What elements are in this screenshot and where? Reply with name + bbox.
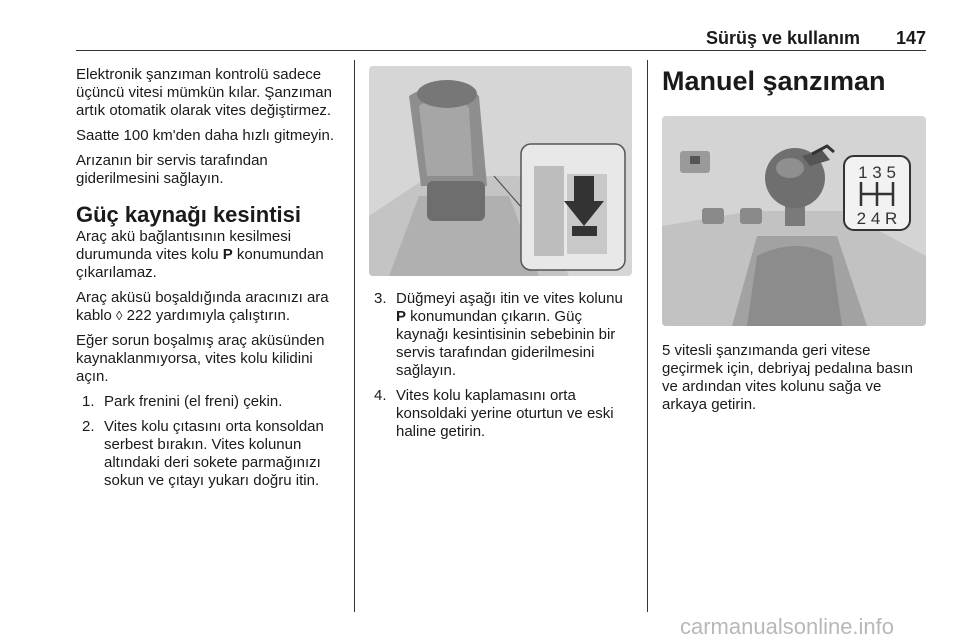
header-rule: [76, 50, 926, 51]
column-3: [662, 66, 928, 96]
paragraph-reverse-gear: 5 vitesli şanzımanda geri vitese geçirmek için, debriyaj pedalına basın ve ardından vites kolunu sağa ve arkaya getirin.: [662, 342, 913, 413]
figure-manual-shift-lever: [662, 116, 926, 326]
gear-p-label: P: [396, 308, 407, 325]
steps-list-2: [374, 290, 636, 441]
column-2: [374, 290, 636, 448]
paragraph-unlock: Eğer sorun boşalmış araç aküsünden kaynaklanmıyorsa, vites kolu kilidini açın.: [76, 332, 325, 385]
paragraph-service: Arızanın bir servis tarafından giderilmesini sağlayın.: [76, 152, 268, 187]
paragraph-jump-start: Araç aküsü boşaldığında aracınızı ara kablo ◊ 222 yardımıyla çalıştırın.: [76, 289, 329, 324]
manual-lever-illustration: [662, 116, 926, 326]
gear-pattern-top-label: 1 3 5: [858, 163, 896, 182]
list-item: 1. Park frenini (el freni) çekin.: [82, 393, 283, 410]
list-item: 3. Düğmeyi aşağı itin ve vites kolunu P konumundan çıkarın. Güç kaynağı kesintisinin sebebinin bir servis tarafından giderilmesini sağlayın.: [374, 290, 623, 379]
page-number: 147: [895, 28, 926, 48]
page-reference-icon: ◊: [116, 308, 123, 323]
figure-automatic-shift-lever: [369, 66, 632, 276]
gear-pattern-bottom-label: 2 4 R: [856, 209, 898, 228]
paragraph-speed-limit: Saatte 100 km'den daha hızlı gitmeyin.: [76, 127, 335, 144]
section-heading-power-failure: Güç kaynağı kesintisi: [76, 202, 301, 227]
paragraph-third-gear: Elektronik şanzıman kontrolü sadece üçüncü vitesi mümkün kılar. Şanzıman artık otomatik olarak vites değiştirmez.: [76, 66, 332, 119]
list-item: 2. Vites kolu çıtasını orta konsoldan serbest bırakın. Vites kolunun altındaki deri sokete parmağınızı sokun ve çıtayı yukarı doğru itin.: [82, 418, 324, 489]
paragraph-battery-disconnect: Araç akü bağlantısının kesilmesi durumunda vites kolu P konumundan çıkarılamaz.: [76, 228, 324, 281]
section-heading-manual-transmission: Manuel şanzıman: [662, 66, 886, 96]
column-divider-1: [354, 60, 355, 612]
gear-p-label: P: [222, 246, 233, 263]
column-1: [76, 66, 344, 497]
watermark: carmanualsonline.info: [680, 614, 895, 639]
steps-list-1: [76, 393, 344, 490]
running-header-title: Sürüş ve kullanım: [705, 28, 860, 48]
shift-lever-illustration: [369, 66, 632, 276]
list-item: 4. Vites kolu kaplamasını orta konsoldaki yerine oturtun ve eski haline getirin.: [374, 387, 614, 440]
column-divider-2: [647, 60, 648, 612]
column-3-text: [662, 342, 930, 421]
